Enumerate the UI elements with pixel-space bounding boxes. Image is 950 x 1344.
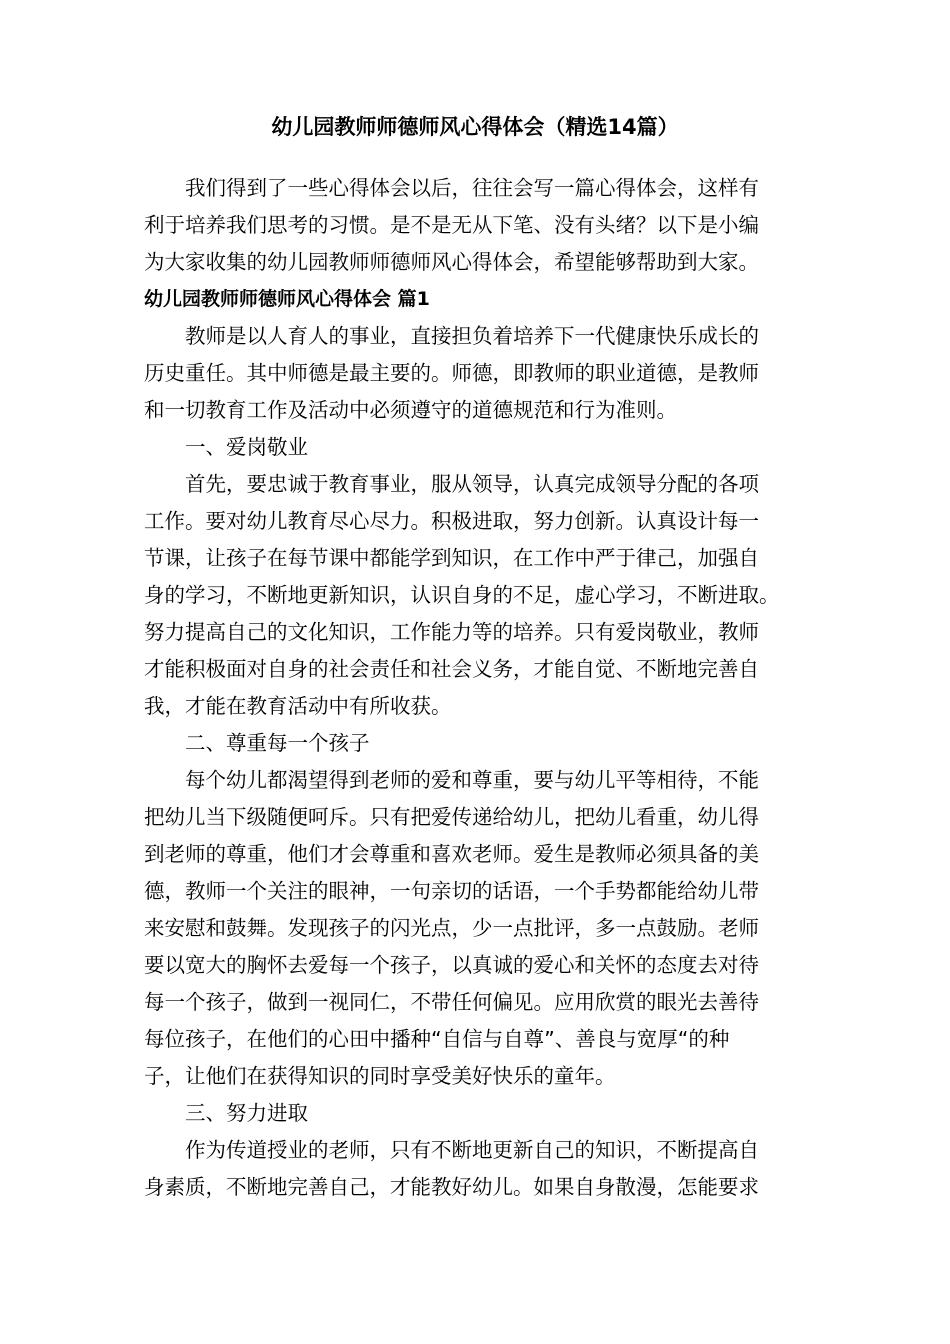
text-line: 工作。要对幼儿教育尽心尽力。积极进取，努力创新。认真设计每一 [144, 509, 759, 533]
text-line: 德，教师一个关注的眼神，一句亲切的话语，一个手势都能给幼儿带 [144, 879, 759, 903]
text-line: 把幼儿当下级随便呵斥。只有把爱传递给幼儿，把幼儿看重，幼儿得 [144, 805, 759, 829]
document-body [144, 170, 824, 1206]
text-line: 努力提高自己的文化知识，工作能力等的培养。只有爱岗敬业，教师 [144, 620, 759, 644]
text-line: 二、尊重每一个孩子 [185, 731, 370, 755]
text-line: 三、努力进取 [185, 1101, 308, 1125]
text-line: 一、爱岗敬业 [185, 435, 308, 459]
text-line: 才能积极面对自身的社会责任和社会义务，才能自觉、不断地完善自 [144, 657, 759, 681]
text-line: 节课，让孩子在每节课中都能学到知识，在工作中严于律己，加强自 [144, 546, 759, 570]
section-heading: 幼儿园教师师德师风心得体会 篇1 [144, 288, 430, 310]
text-line: 我，才能在教育活动中有所收获。 [144, 694, 452, 718]
text-line: 为大家收集的幼儿园教师师德师风心得体会，希望能够帮助到大家。 [144, 250, 759, 274]
text-line: 每一个孩子，做到一视同仁，不带任何偏见。应用欣赏的眼光去善待 [144, 990, 759, 1014]
document-title: 幼儿园教师师德师风心得体会（精选14篇） [271, 115, 679, 139]
text-line: 子，让他们在获得知识的同时享受美好快乐的童年。 [144, 1064, 616, 1088]
text-line: 来安慰和鼓舞。发现孩子的闪光点，少一点批评，多一点鼓励。老师 [144, 916, 759, 940]
text-line: 我们得到了一些心得体会以后，往往会写一篇心得体会，这样有 [185, 176, 759, 200]
text-line: 每个幼儿都渴望得到老师的爱和尊重，要与幼儿平等相待，不能 [185, 768, 759, 792]
text-line: 每位孩子，在他们的心田中播种“自信与自尊”、善良与宽厚“的种 [144, 1027, 730, 1051]
text-line: 和一切教育工作及活动中必须遵守的道德规范和行为准则。 [144, 398, 677, 422]
text-line: 首先，要忠诚于教育事业，服从领导，认真完成领导分配的各项 [185, 472, 759, 496]
text-line: 身素质，不断地完善自己，才能教好幼儿。如果自身散漫，怎能要求 [144, 1175, 759, 1199]
text-line: 作为传道授业的老师，只有不断地更新自己的知识，不断提高自 [185, 1138, 759, 1162]
text-line: 历史重任。其中师德是最主要的。师德，即教师的职业道德，是教师 [144, 361, 759, 385]
text-line: 要以宽大的胸怀去爱每一个孩子，以真诚的爱心和关怀的态度去对待 [144, 953, 759, 977]
text-line: 教师是以人育人的事业，直接担负着培养下一代健康快乐成长的 [185, 324, 759, 348]
text-line: 身的学习，不断地更新知识，认识自身的不足，虚心学习，不断进取。 [144, 583, 780, 607]
text-line: 到老师的尊重，他们才会尊重和喜欢老师。爱生是教师必须具备的美 [144, 842, 759, 866]
text-line: 利于培养我们思考的习惯。是不是无从下笔、没有头绪？以下是小编 [144, 213, 759, 237]
